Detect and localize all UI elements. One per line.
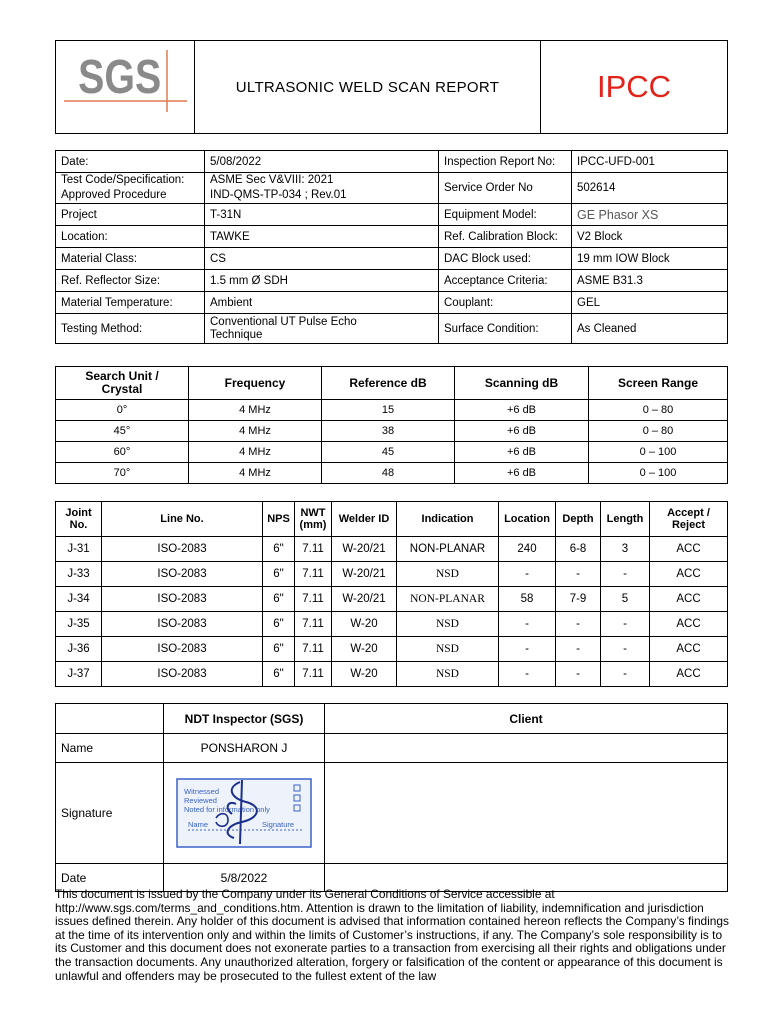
acceptance-label: Acceptance Criteria:: [439, 270, 572, 292]
joint-row: [56, 562, 728, 587]
indication: NON-PLANAR: [397, 587, 499, 612]
probe-settings-table: [55, 366, 728, 484]
joint-results-table: [55, 501, 728, 687]
welder-id: W-20: [332, 637, 397, 662]
length: 3: [601, 537, 650, 562]
method-value-line-2: Technique: [210, 328, 263, 341]
joint-header-accept-line-1: Accept /: [667, 507, 710, 519]
welder-id: W-20: [332, 612, 397, 637]
calibration-label: Ref. Calibration Block:: [439, 226, 572, 248]
report-no-value: IPCC-UFD-001: [572, 151, 728, 173]
inspector-name: PONSHARON J: [164, 734, 325, 763]
joint-header-indication: Indication: [397, 502, 499, 537]
equipment-label: Equipment Model:: [439, 204, 572, 226]
signoff-table: [55, 703, 728, 892]
location: -: [499, 612, 556, 637]
length: -: [601, 662, 650, 687]
joint-row: [56, 662, 728, 687]
joint-header-joint-no: [56, 502, 102, 537]
signoff-header-client: Client: [325, 704, 728, 734]
accept-reject: ACC: [650, 537, 728, 562]
joint-header-row: [56, 502, 728, 537]
inspector-signature-cell: [164, 763, 325, 864]
indication: NSD: [397, 612, 499, 637]
nps: 6": [263, 562, 295, 587]
client-signature: [325, 763, 728, 864]
probe-row: [56, 400, 728, 421]
joint-header-depth: Depth: [556, 502, 601, 537]
joint-row: [56, 637, 728, 662]
length: -: [601, 637, 650, 662]
joint-header-location: Location: [499, 502, 556, 537]
probe-scanning-db: +6 dB: [455, 463, 589, 484]
joint-header-line-no: Line No.: [102, 502, 263, 537]
nps: 6": [263, 637, 295, 662]
joint-header-joint-line-1: Joint: [65, 507, 92, 519]
code-value-line-2: IND-QMS-TP-034 ; Rev.01: [210, 189, 347, 201]
info-row: [56, 173, 728, 204]
signoff-signature-row: [56, 763, 728, 864]
nwt: 7.11: [295, 587, 332, 612]
depth: -: [556, 612, 601, 637]
temperature-label: Material Temperature:: [56, 292, 205, 314]
info-row: [56, 248, 728, 270]
joint-no: J-35: [56, 612, 102, 637]
inspection-stamp: [176, 778, 312, 848]
joint-header-nps: NPS: [263, 502, 295, 537]
joint-no: J-36: [56, 637, 102, 662]
probe-screen-range: 0 – 80: [589, 421, 728, 442]
service-order-value: 502614: [572, 173, 728, 204]
method-label: Testing Method:: [56, 314, 205, 344]
joint-row: [56, 537, 728, 562]
accept-reject: ACC: [650, 587, 728, 612]
location: -: [499, 562, 556, 587]
stamp-graphic: [176, 778, 312, 848]
joint-row: [56, 587, 728, 612]
sgs-logo-cell: [56, 41, 195, 134]
acceptance-value: ASME B31.3: [572, 270, 728, 292]
date-row-label: Date: [56, 864, 164, 892]
nwt: 7.11: [295, 612, 332, 637]
welder-id: W-20/21: [332, 587, 397, 612]
nwt: 7.11: [295, 637, 332, 662]
probe-header-crystal-line-1: Search Unit /: [85, 369, 159, 383]
info-row: [56, 270, 728, 292]
nwt: 7.11: [295, 562, 332, 587]
line-no: ISO-2083: [102, 637, 263, 662]
probe-screen-range: 0 – 80: [589, 400, 728, 421]
info-row: [56, 226, 728, 248]
surface-value: As Cleaned: [572, 314, 728, 344]
location: -: [499, 637, 556, 662]
indication: NSD: [397, 637, 499, 662]
probe-frequency: 4 MHz: [189, 442, 322, 463]
stamp-line-3: Noted for information only: [184, 805, 270, 814]
depth: -: [556, 662, 601, 687]
temperature-value: Ambient: [205, 292, 439, 314]
nwt: 7.11: [295, 662, 332, 687]
signoff-header-row: [56, 704, 728, 734]
equipment-value-text: GE Phasor XS: [577, 207, 659, 222]
indication: NSD: [397, 562, 499, 587]
project-label: Project: [56, 204, 205, 226]
depth: -: [556, 637, 601, 662]
service-order-label: Service Order No: [439, 173, 572, 204]
info-row: [56, 314, 728, 344]
probe-header-screen-range: Screen Range: [589, 367, 728, 400]
method-value: [205, 314, 439, 344]
line-no: ISO-2083: [102, 562, 263, 587]
length: 5: [601, 587, 650, 612]
accept-reject: ACC: [650, 637, 728, 662]
depth: -: [556, 562, 601, 587]
name-label: Name: [56, 734, 164, 763]
material-label: Material Class:: [56, 248, 205, 270]
probe-table-body: [56, 400, 728, 484]
reflector-label: Ref. Reflector Size:: [56, 270, 205, 292]
signoff-header-blank: [56, 704, 164, 734]
project-value: T-31N: [205, 204, 439, 226]
probe-crystal: 45°: [56, 421, 189, 442]
location: -: [499, 662, 556, 687]
nps: 6": [263, 612, 295, 637]
stamp-name-label: Name: [188, 820, 209, 829]
indication: NON-PLANAR: [397, 537, 499, 562]
date-value: 5/08/2022: [205, 151, 439, 173]
accept-reject: ACC: [650, 612, 728, 637]
line-no: ISO-2083: [102, 537, 263, 562]
probe-frequency: 4 MHz: [189, 400, 322, 421]
probe-reference-db: 48: [322, 463, 455, 484]
joint-header-nwt-line-1: NWT: [300, 507, 326, 519]
stamp-signature-label: Signature: [262, 820, 295, 829]
probe-header-crystal: [56, 367, 189, 400]
inspector-date: 5/8/2022: [164, 864, 325, 892]
method-value-line-1: Conventional UT Pulse Echo: [210, 315, 357, 328]
nps: 6": [263, 587, 295, 612]
joint-no: J-33: [56, 562, 102, 587]
probe-crystal: 60°: [56, 442, 189, 463]
info-row: [56, 151, 728, 173]
probe-screen-range: 0 – 100: [589, 463, 728, 484]
inspection-info-table: [55, 150, 728, 344]
probe-crystal: 70°: [56, 463, 189, 484]
line-no: ISO-2083: [102, 587, 263, 612]
probe-scanning-db: +6 dB: [455, 442, 589, 463]
surface-label: Surface Condition:: [439, 314, 572, 344]
probe-reference-db: 45: [322, 442, 455, 463]
probe-screen-range: 0 – 100: [589, 442, 728, 463]
probe-header-frequency: Frequency: [189, 367, 322, 400]
length: -: [601, 612, 650, 637]
line-no: ISO-2083: [102, 662, 263, 687]
location: 240: [499, 537, 556, 562]
probe-reference-db: 38: [322, 421, 455, 442]
joint-no: J-34: [56, 587, 102, 612]
signoff-name-row: [56, 734, 728, 763]
joint-header-accept-reject: [650, 502, 728, 537]
probe-frequency: 4 MHz: [189, 463, 322, 484]
code-label: [56, 173, 205, 204]
calibration-value: V2 Block: [572, 226, 728, 248]
joint-no: J-37: [56, 662, 102, 687]
length: -: [601, 562, 650, 587]
info-row: [56, 292, 728, 314]
joint-header-nwt-line-2: (mm): [299, 519, 327, 531]
joint-header-length: Length: [601, 502, 650, 537]
joint-row: [56, 612, 728, 637]
probe-frequency: 4 MHz: [189, 421, 322, 442]
probe-scanning-db: +6 dB: [455, 421, 589, 442]
location: 58: [499, 587, 556, 612]
joint-table-body: [56, 537, 728, 687]
probe-scanning-db: +6 dB: [455, 400, 589, 421]
joint-header-joint-line-2: No.: [69, 519, 88, 531]
couplant-label: Couplant:: [439, 292, 572, 314]
probe-reference-db: 15: [322, 400, 455, 421]
welder-id: W-20: [332, 662, 397, 687]
location-label: Location:: [56, 226, 205, 248]
probe-row: [56, 421, 728, 442]
client-tag: IPCC: [541, 41, 728, 134]
joint-header-welder-id: Welder ID: [332, 502, 397, 537]
joint-header-nwt: [295, 502, 332, 537]
stamp-line-1: Witnessed: [184, 787, 220, 796]
equipment-value: [572, 204, 728, 226]
nps: 6": [263, 537, 295, 562]
stamp-line-2: Reviewed: [184, 796, 217, 805]
couplant-value: GEL: [572, 292, 728, 314]
joint-no: J-31: [56, 537, 102, 562]
nwt: 7.11: [295, 537, 332, 562]
welder-id: W-20/21: [332, 562, 397, 587]
report-header: [55, 40, 728, 134]
location-value: TAWKE: [205, 226, 439, 248]
dac-label: DAC Block used:: [439, 248, 572, 270]
client-name: [325, 734, 728, 763]
accept-reject: ACC: [650, 662, 728, 687]
probe-row: [56, 463, 728, 484]
signature-label: Signature: [56, 763, 164, 864]
accept-reject: ACC: [650, 562, 728, 587]
probe-row: [56, 442, 728, 463]
info-row: [56, 204, 728, 226]
joint-header-accept-line-2: Reject: [671, 519, 706, 531]
code-value-line-1: ASME Sec V&VIII: 2021: [210, 174, 334, 186]
legal-disclaimer: This document is issued by the Company under its General Conditions of Service accessible at http://www.sgs.com/terms_and_conditions.htm. Attention is drawn to the limitation of liability, indemnification and jurisdiction issues defined therein. Any holder of this document is advised that information contained hereon reflects the Company’s findings at the time of its intervention only and within the limits of Customer’s instructions, if any. The Company’s sole responsibility is to its Customer and this document does not exonerate parties to a transaction from exercising all their rights and obligations under the transaction documents. Any unauthorized alteration, forgery or falsification of the content or appearance of this document is unlawful and offenders may be prosecuted to the fullest extent of the law: [55, 887, 729, 983]
probe-header-row: [56, 367, 728, 400]
code-label-line-1: Test Code/Specification:: [61, 174, 185, 186]
depth: 7-9: [556, 587, 601, 612]
report-title: ULTRASONIC WELD SCAN REPORT: [195, 41, 541, 134]
date-label: Date:: [56, 151, 205, 173]
line-no: ISO-2083: [102, 612, 263, 637]
sgs-logo-text: SGS: [78, 49, 162, 104]
material-value: CS: [205, 248, 439, 270]
code-value: [205, 173, 439, 204]
dac-value: 19 mm IOW Block: [572, 248, 728, 270]
welder-id: W-20/21: [332, 537, 397, 562]
probe-crystal: 0°: [56, 400, 189, 421]
code-label-line-2: Approved Procedure: [61, 189, 167, 201]
sgs-logo: [56, 42, 194, 133]
indication: NSD: [397, 662, 499, 687]
reflector-value: 1.5 mm Ø SDH: [205, 270, 439, 292]
probe-header-scanning-db: Scanning dB: [455, 367, 589, 400]
probe-header-crystal-line-2: Crystal: [101, 382, 143, 396]
signoff-header-inspector: NDT Inspector (SGS): [164, 704, 325, 734]
probe-header-reference-db: Reference dB: [322, 367, 455, 400]
depth: 6-8: [556, 537, 601, 562]
report-no-label: Inspection Report No:: [439, 151, 572, 173]
nps: 6": [263, 662, 295, 687]
